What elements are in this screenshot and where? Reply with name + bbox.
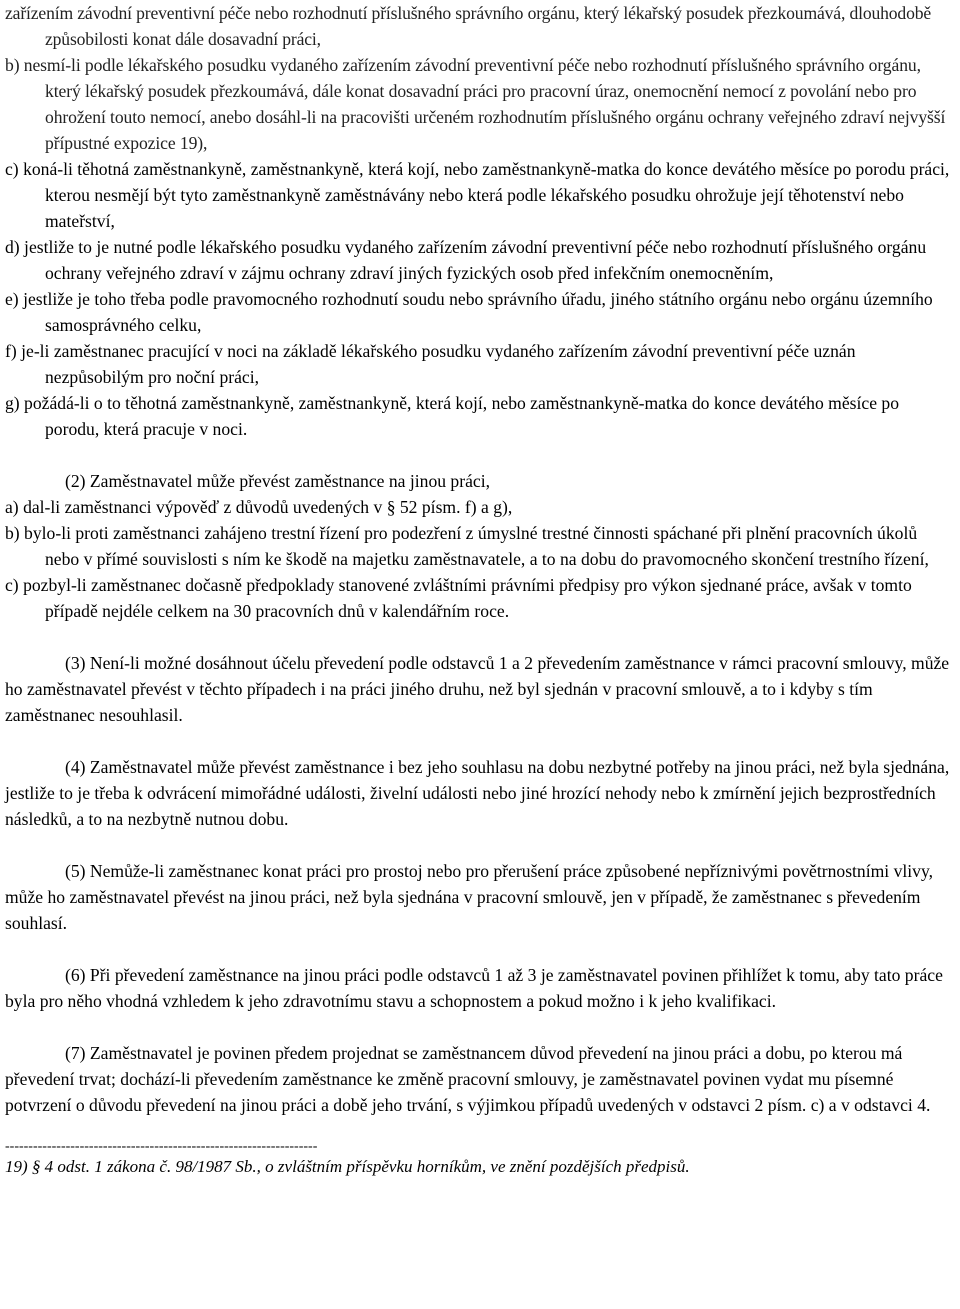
list-item-g: g) požádá-li o to těhotná zaměstnankyně, zaměstnankyně, která kojí, nebo zaměstnankyně-matka do konce devátého měsíce po porodu, která pracuje v noci. — [5, 393, 900, 439]
paragraph-4: (4) Zaměstnavatel může převést zaměstnance i bez jeho souhlasu na dobu nezbytné potřeby na jinou práci, než byla sjednána, jestliže to je třeba k odvrácení mimořádné události, živelní události nebo jiné hrozící nehody nebo k zmírnění jejich bezprostředních následků, a to na nezbytně nutnou dobu. — [5, 757, 950, 829]
paragraph-2-item-b: b) bylo-li proti zaměstnanci zahájeno trestní řízení pro podezření z úmyslné trestné činnosti spáchané při plnění pracovních úkolů nebo v přímé souvislosti s ním ke škodě na majetku zaměstnavatele, a to na dobu do pravomocného skončení trestního řízení, — [5, 523, 929, 569]
footnote-separator: ------------------------------------------------------------------- — [5, 1140, 318, 1154]
list-item-c: c) koná-li těhotná zaměstnankyně, zaměstnankyně, která kojí, nebo zaměstnankyně-matka do konce devátého měsíce po porodu práci, kterou nesmějí být tyto zaměstnankyně zaměstnávány nebo která podle lékařského posudku ohrožuje její těhotenství nebo mateřství, — [5, 159, 950, 231]
paragraph-2 — [5, 468, 955, 624]
list-item-a-continuation: zařízením závodní preventivní péče nebo rozhodnutí příslušného správního orgánu, který lékařský posudek přezkoumává, dlouhodobě způsobilosti konat dále dosavadní práci, — [5, 3, 932, 49]
paragraph-3: (3) Není-li možné dosáhnout účelu převedení podle odstavců 1 a 2 převedením zaměstnance v rámci pracovní smlouvy, může ho zaměstnavatel převést v těchto případech i na práci jiného druhu, než byl sjednán v pracovní smlouvě, a to i kdyby s tím zaměstnanec nesouhlasil. — [5, 653, 950, 725]
paragraph-2-intro: (2) Zaměstnavatel může převést zaměstnance na jinou práci, — [65, 471, 490, 491]
list-item-b: b) nesmí-li podle lékařského posudku vydaného zařízením závodní preventivní péče nebo rozhodnutí příslušného správního orgánu, který lékařský posudek přezkoumává, dále konat dosavadní práci pro pracovní úraz, onemocnění nemocí z povolání nebo pro ohrožení touto nemocí, anebo dosáhl-li na pracovišti určeném rozhodnutím příslušného orgánu ochrany veřejného zdraví nejvyšší přípustné expozice 19), — [5, 55, 946, 153]
document-page — [5, 0, 955, 1180]
paragraph-2-item-c: c) pozbyl-li zaměstnanec dočasně předpoklady stanovené zvláštními právními předpisy pro výkon sjednané práce, avšak v tomto případě nejdéle celkem na 30 pracovních dnů v kalendářním roce. — [5, 575, 912, 621]
footnote-19: 19) § 4 odst. 1 zákona č. 98/1987 Sb., o zvláštním příspěvku horníkům, ve znění pozdějších předpisů. — [5, 1157, 690, 1176]
paragraph-6: (6) Při převedení zaměstnance na jinou práci podle odstavců 1 až 3 je zaměstnavatel povinen přihlížet k tomu, aby tato práce byla pro něho vhodná vzhledem k jeho zdravotnímu stavu a schopnostem a pokud možno i k jeho kvalifikaci. — [5, 965, 943, 1011]
paragraph-2-item-a: a) dal-li zaměstnanci výpověď z důvodů uvedených v § 52 písm. f) a g), — [5, 497, 513, 517]
paragraph-5: (5) Nemůže-li zaměstnanec konat práci pro prostoj nebo pro přerušení práce způsobené nepříznivými povětrnostními vlivy, může ho zaměstnavatel převést na jinou práci, než byla sjednána v pracovní smlouvě, jen v případě, že zaměstnanec s převedením souhlasí. — [5, 861, 934, 933]
list-item-e: e) jestliže je toho třeba podle pravomocného rozhodnutí soudu nebo správního úřadu, jiného státního orgánu nebo orgánu územního samosprávného celku, — [5, 289, 933, 335]
list-item-f: f) je-li zaměstnanec pracující v noci na základě lékařského posudku vydaného zařízením závodní preventivní péče uznán nezpůsobilým pro noční práci, — [5, 341, 856, 387]
list-item-d: d) jestliže to je nutné podle lékařského posudku vydaného zařízením závodní preventivní péče nebo rozhodnutí příslušného orgánu ochrany veřejného zdraví v zájmu ochrany zdraví jiných fyzických osob před infekčním onemocněním, — [5, 237, 927, 283]
paragraph-1-continuation — [5, 0, 955, 442]
paragraph-7: (7) Zaměstnavatel je povinen předem projednat se zaměstnancem důvod převedení na jinou práci a dobu, po kterou má převedení trvat; dochází-li převedením zaměstnance ke změně pracovní smlouvy, je zaměstnavatel povinen vydat mu písemné potvrzení o důvodu převedení na jinou práci a době jeho trvání, s výjimkou případů uvedených v odstavci 2 písm. c) a v odstavci 4. — [5, 1043, 931, 1115]
